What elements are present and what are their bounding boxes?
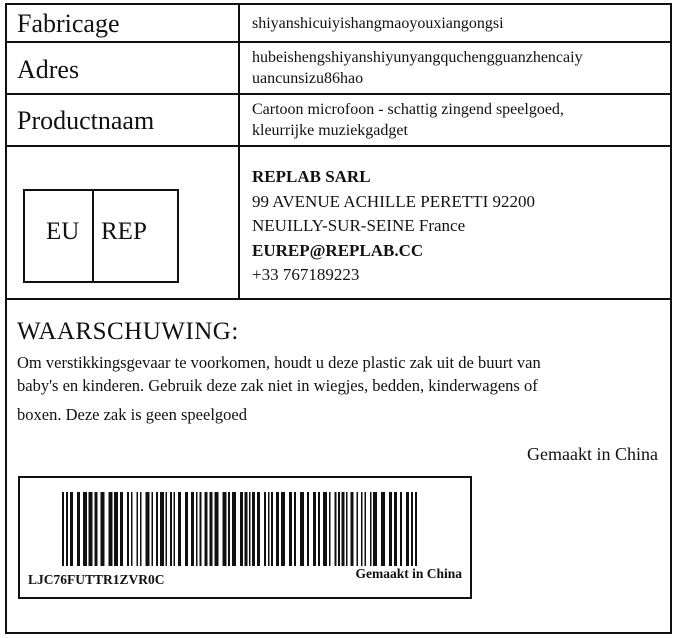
badge-eu: EU <box>46 218 80 245</box>
row-divider <box>7 145 670 147</box>
warning-line: boxen. Deze zak is geen speelgoed <box>17 405 247 425</box>
barcode-icon <box>62 492 422 566</box>
productnaam-line: Cartoon microfoon - schattig zingend speelgoed, <box>252 101 564 118</box>
row-divider <box>7 298 670 300</box>
made-in-text: Gemaakt in China <box>527 444 658 464</box>
row-divider <box>7 41 670 43</box>
adres-line: hubeishengshiyanshiyunyangquchengguanzhencaiy <box>252 49 583 66</box>
badge-rep: REP <box>101 218 147 245</box>
fabricage-label: Fabricage <box>17 9 120 38</box>
warning-title: WAARSCHUWING: <box>17 318 239 345</box>
adres-label: Adres <box>17 55 80 84</box>
label-sheet <box>5 3 672 634</box>
badge-divider <box>92 191 94 281</box>
warning-text <box>17 351 662 426</box>
row-divider <box>7 93 670 95</box>
rep-address-line2: NEUILLY-SUR-SEINE France <box>252 216 466 235</box>
barcode-box <box>18 476 472 599</box>
warning-line: Om verstikkingsgevaar te voorkomen, houdt u deze plastic zak uit de buurt van <box>17 353 541 372</box>
rep-address-line1: 99 AVENUE ACHILLE PERETTI 92200 <box>252 191 536 211</box>
rep-company: REPLAB SARL <box>252 167 371 186</box>
eu-rep-badge <box>23 189 179 283</box>
barcode-made-in: Gemaakt in China <box>355 566 462 581</box>
adres-value <box>252 47 667 89</box>
warning-line: baby's en kinderen. Gebruik deze zak niet in wiegjes, bedden, kinderwagens of <box>17 376 538 396</box>
rep-phone: +33 767189223 <box>252 265 360 284</box>
eu-rep-info <box>252 165 535 288</box>
fabricage-value: shiyanshicuiyishangmaoyouxiangongsi <box>252 15 504 32</box>
adres-line: uancunsizu86hao <box>252 70 364 87</box>
column-divider <box>238 5 240 298</box>
rep-email: EUREP@REPLAB.CC <box>252 240 424 260</box>
productnaam-line: kleurrijke muziekgadget <box>252 122 408 139</box>
barcode-code: LJC76FUTTR1ZVR0C <box>28 572 165 587</box>
productnaam-value <box>252 99 667 141</box>
productnaam-label: Productnaam <box>17 106 155 135</box>
